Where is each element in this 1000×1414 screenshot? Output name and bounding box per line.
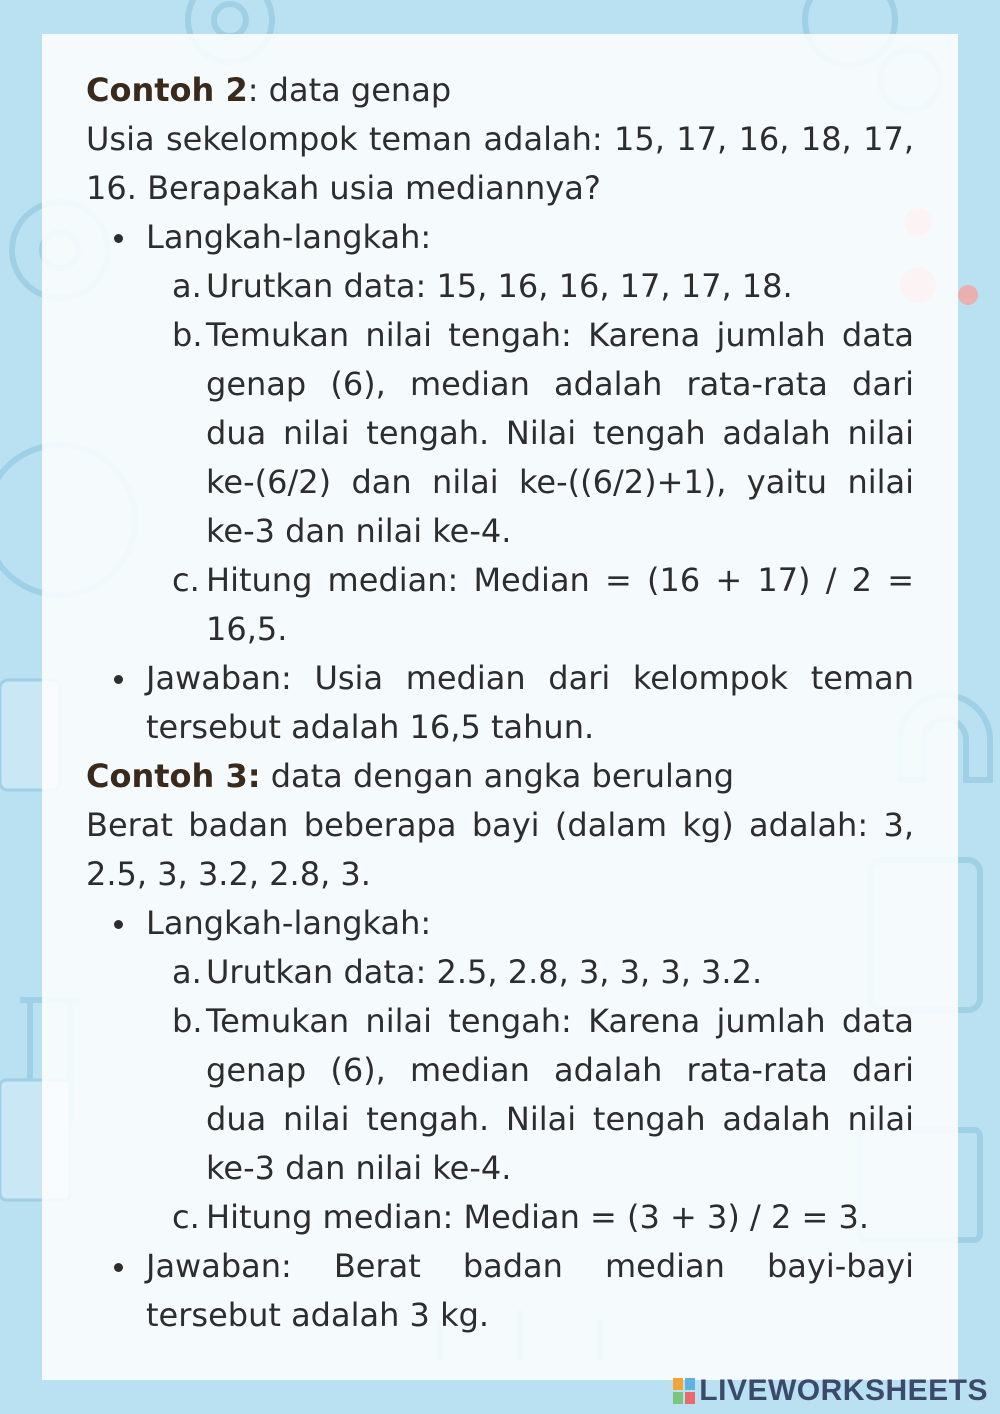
step-marker: a.: [172, 267, 202, 305]
step-marker: c.: [172, 1198, 200, 1236]
molecule-icon: [958, 285, 978, 305]
example-3-step-b: [172, 997, 914, 1193]
example-2-answer: Jawaban: Usia median dari kelompok teman tersebut adalah 16,5 tahun.: [146, 654, 914, 752]
step-marker: b.: [172, 316, 203, 354]
example-3-problem: Berat badan beberapa bayi (dalam kg) adalah: 3, 2.5, 3, 3.2, 2.8, 3.: [86, 806, 914, 893]
example-3-heading: [86, 752, 914, 801]
example-2-heading: [86, 66, 914, 115]
example-2-problem: Usia sekelompok teman adalah: 15, 17, 16, 18, 17, 16. Berapakah usia mediannya?: [86, 120, 914, 207]
example-2-steps-item: [146, 213, 914, 654]
example-3-step-a: [172, 948, 914, 997]
step-text: Urutkan data: 2.5, 2.8, 3, 3, 3, 3.2.: [206, 953, 763, 991]
example-2-step-b: [172, 311, 914, 556]
step-text: Hitung median: Median = (3 + 3) / 2 = 3.: [206, 1198, 870, 1236]
example-3: [86, 752, 914, 1340]
step-marker: a.: [172, 953, 202, 991]
step-text: Urutkan data: 15, 16, 16, 17, 17, 18.: [206, 267, 793, 305]
example-3-steps-item: [146, 899, 914, 1242]
liveworksheets-watermark[interactable]: [673, 1374, 988, 1408]
example-2-heading-bold: Contoh 2: [86, 71, 248, 109]
step-marker: b.: [172, 1002, 203, 1040]
example-3-answer: Jawaban: Berat badan median bayi-bayi tersebut adalah 3 kg.: [146, 1242, 914, 1340]
liveworksheets-logo-icon: [673, 1378, 695, 1404]
example-3-heading-bold: Contoh 3:: [86, 757, 261, 795]
example-2-step-a: [172, 262, 914, 311]
step-text: Temukan nilai tengah: Karena jumlah data genap (6), median adalah rata-rata dari dua nilai tengah. Nilai tengah adalah nilai ke-3 dan nilai ke-4.: [206, 1002, 914, 1187]
watermark-text: LIVEWORKSHEETS: [699, 1374, 988, 1407]
example-3-heading-rest: data dengan angka berulang: [260, 757, 735, 795]
gear-icon: [214, 4, 246, 36]
step-text: Hitung median: Median = (16 + 17) / 2 = 16,5.: [206, 561, 914, 648]
example-3-step-c: [172, 1193, 914, 1242]
worksheet-content: [86, 66, 914, 1340]
example-2-steps-label: Langkah-langkah:: [146, 218, 432, 256]
example-2-heading-rest: : data genap: [247, 71, 452, 109]
step-text: Temukan nilai tengah: Karena jumlah data genap (6), median adalah rata-rata dari dua nilai tengah. Nilai tengah adalah nilai ke-(6/2) dan nilai ke-((6/2)+1), yaitu nilai ke-3 dan nilai ke-4.: [206, 316, 914, 550]
example-2: [86, 66, 914, 752]
example-3-steps-label: Langkah-langkah:: [146, 904, 432, 942]
example-2-step-c: [172, 556, 914, 654]
step-marker: c.: [172, 561, 200, 599]
